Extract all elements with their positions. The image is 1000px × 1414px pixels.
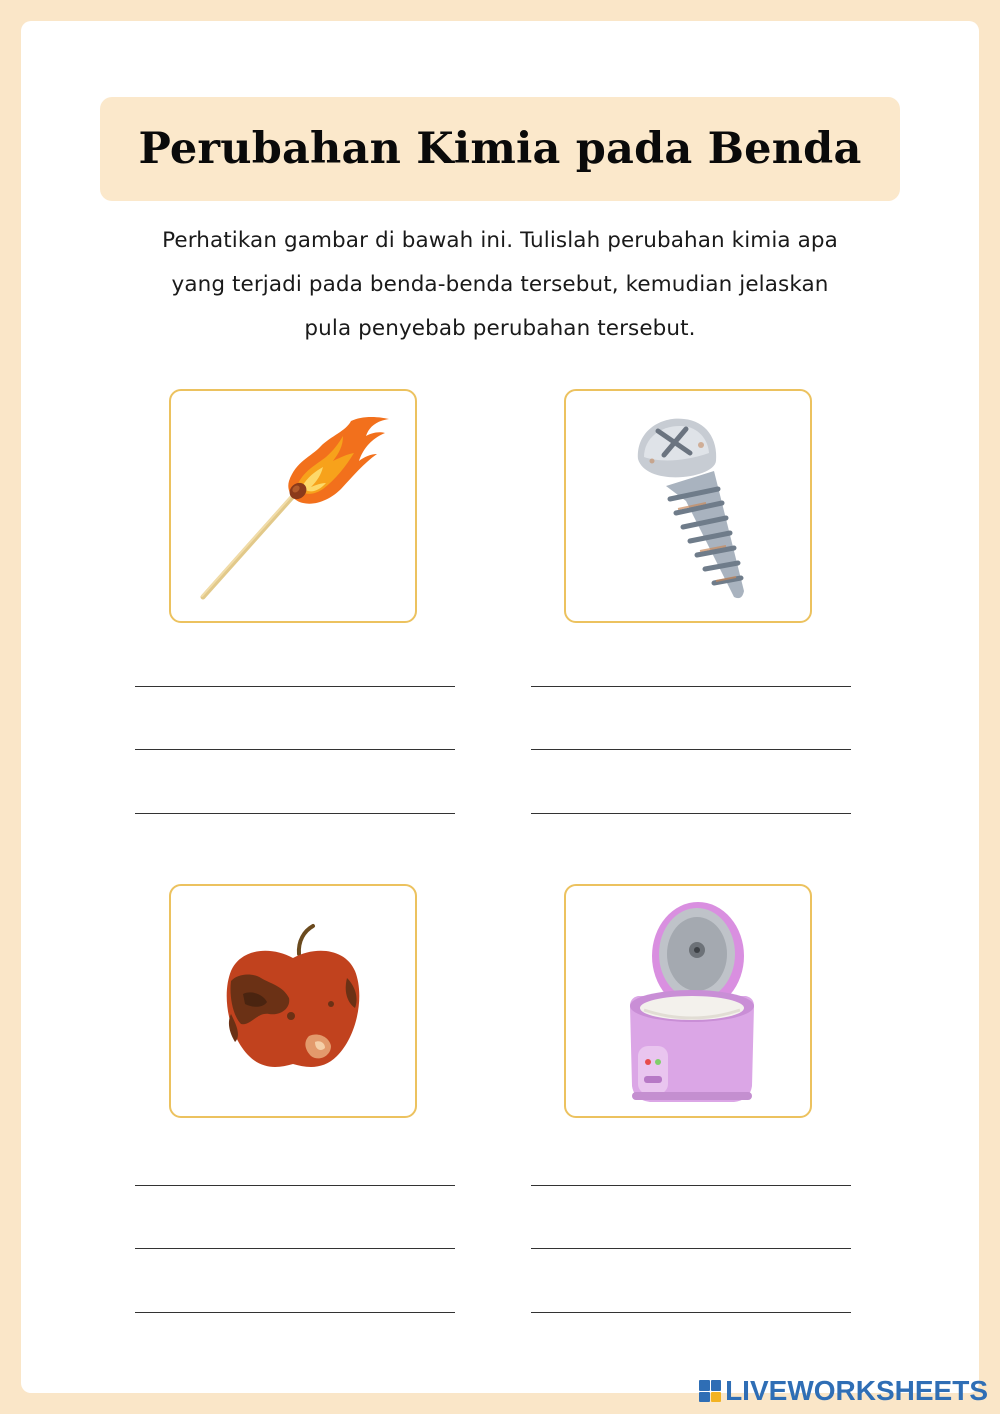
- liveworksheets-logo-icon: [699, 1380, 721, 1402]
- image-card-screw: [564, 389, 812, 623]
- rice-cooker-icon: [566, 886, 810, 1116]
- title-banner: [100, 97, 900, 201]
- rotten-apple-icon: [171, 886, 415, 1116]
- image-card-match: [169, 389, 417, 623]
- instructions-line: Perhatikan gambar di bawah ini. Tulislah perubahan kimia apa: [162, 228, 838, 253]
- answer-line-cooker-2[interactable]: [531, 1248, 851, 1249]
- answer-line-screw-2[interactable]: [531, 749, 851, 750]
- answer-line-cooker-3[interactable]: [531, 1312, 851, 1313]
- brand-name: LIVEWORKSHEETS: [725, 1375, 988, 1406]
- liveworksheets-watermark: [699, 1376, 988, 1406]
- page-title: Perubahan Kimia pada Benda: [138, 124, 862, 174]
- answer-line-match-1[interactable]: [135, 686, 455, 687]
- answer-line-apple-2[interactable]: [135, 1248, 455, 1249]
- instructions: [80, 219, 920, 351]
- answer-line-screw-3[interactable]: [531, 813, 851, 814]
- image-card-rice-cooker: [564, 884, 812, 1118]
- answer-line-match-3[interactable]: [135, 813, 455, 814]
- instructions-line: pula penyebab perubahan tersebut.: [304, 316, 696, 341]
- image-card-apple: [169, 884, 417, 1118]
- answer-line-apple-3[interactable]: [135, 1312, 455, 1313]
- burning-match-icon: [171, 391, 415, 621]
- rusty-screw-icon: [566, 391, 810, 621]
- instructions-line: yang terjadi pada benda-benda tersebut, kemudian jelaskan: [171, 272, 829, 297]
- answer-line-match-2[interactable]: [135, 749, 455, 750]
- answer-line-cooker-1[interactable]: [531, 1185, 851, 1186]
- answer-line-screw-1[interactable]: [531, 686, 851, 687]
- answer-line-apple-1[interactable]: [135, 1185, 455, 1186]
